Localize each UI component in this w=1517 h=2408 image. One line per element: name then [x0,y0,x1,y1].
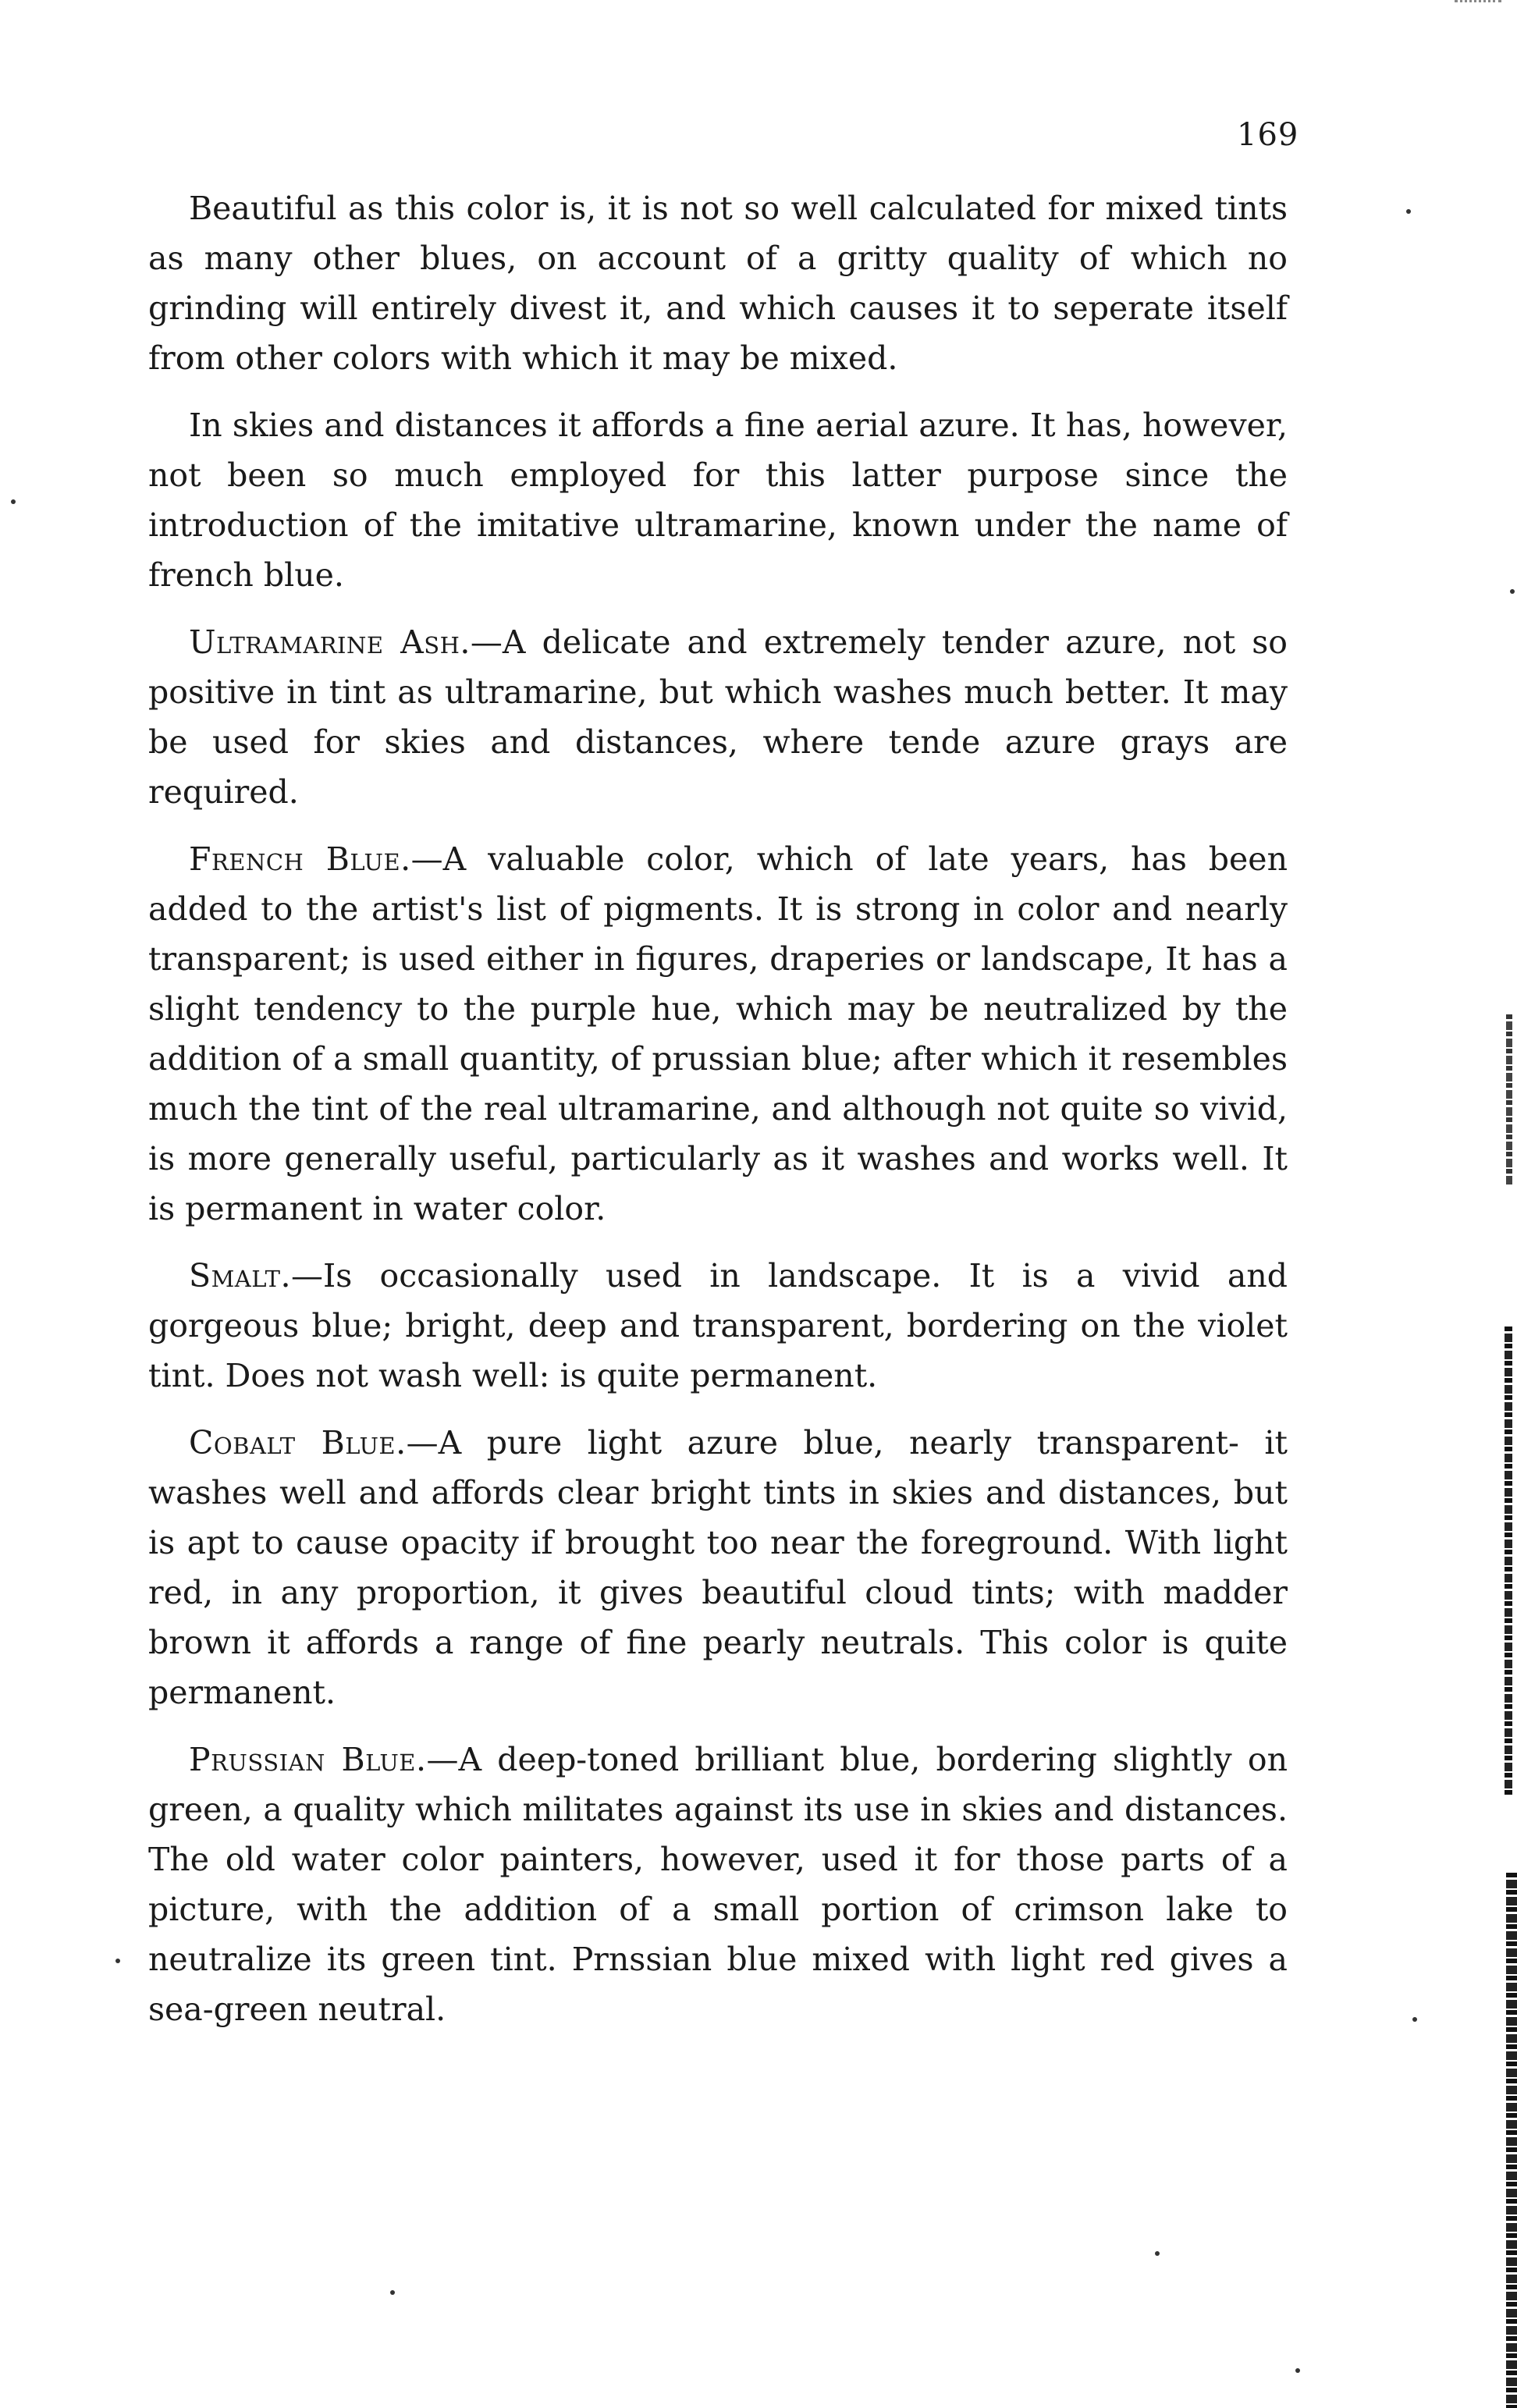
paragraph-text: In skies and distances it affords a fine aerial azure. It has, however, not been so much employed for this latter purpose since the introduction of the imitative ultramarine, known under the name of french blue. [148,407,1288,594]
scan-edge-artifact [1506,1873,1517,2408]
entry-term: Cobalt Blue. [189,1424,407,1461]
scan-speck [115,1959,120,1963]
entry-ultramarine-ash [148,617,1288,817]
entry-text: —A deep-toned brilliant blue, bordering slightly on green, a quality which militates against its use in skies and distances. The old water color painters, however, used it for those parts of a picture, with the addition of a small portion of crimson lake to neutralize its green tint. Prnssian blue mixed with light red gives a sea-green neutral. [148,1741,1288,2028]
scan-corner-mark [1455,0,1501,7]
scan-speck [1412,2017,1417,2022]
page-number: 169 [1237,117,1299,153]
entry-text: —Is occasionally used in landscape. It is a vivid and gorgeous blue; bright, deep and transparent, bordering on the violet tint. Does not wash well: is quite permanent. [148,1257,1288,1394]
paragraph-text: Beautiful as this color is, it is not so well calculated for mixed tints as many other blues, on account of a gritty quality of which no grinding will entirely divest it, and which causes it to seperate itself from other colors with which it may be mixed. [148,190,1288,377]
entry-term: Smalt. [189,1257,291,1295]
paragraph-intro [148,183,1288,383]
scan-speck [390,2290,395,2295]
scan-edge-artifact [1505,1327,1512,1795]
entry-term: Prussian Blue. [189,1741,427,1778]
entry-cobalt-blue [148,1418,1288,1717]
entry-text: —A valuable color, which of late years, has been added to the artist's list of pigments. It is strong in color and nearly transparent; is used either in figures, draperies or landscape, It has a slight tendency to the purple hue, which may be neutralized by the addition of a small quantity, of prussian blue; after which it resembles much the tint of the real ultramarine, and although not quite so vivid, is more generally useful, particularly as it washes and works well. It is permanent in water color. [148,840,1288,1227]
entry-term: Ultramarine Ash. [189,623,471,661]
paragraph-skies [148,400,1288,600]
scan-speck [11,499,16,504]
entry-french-blue [148,834,1288,1234]
scan-speck [1155,2251,1160,2256]
entry-term: French Blue. [189,840,411,878]
scan-edge-artifact [1506,1014,1512,1186]
scan-speck [1406,209,1411,214]
entry-prussian-blue [148,1735,1288,2034]
entry-text: —A delicate and extremely tender azure, not so positive in tint as ultramarine, but which washes much better. It may be used for skies and distances, where tende azure grays are required. [148,623,1288,811]
scan-speck [1510,589,1515,594]
entry-text: —A pure light azure blue, nearly transparent- it washes well and affords clear bright tints in skies and distances, but is apt to cause opacity if brought too near the foreground. With light red, in any proportion, it gives beautiful cloud tints; with madder brown it affords a range of fine pearly neutrals. This color is quite permanent. [148,1424,1288,1711]
scan-speck [1295,2368,1300,2373]
entry-smalt [148,1251,1288,1401]
body-text [148,183,1288,2051]
